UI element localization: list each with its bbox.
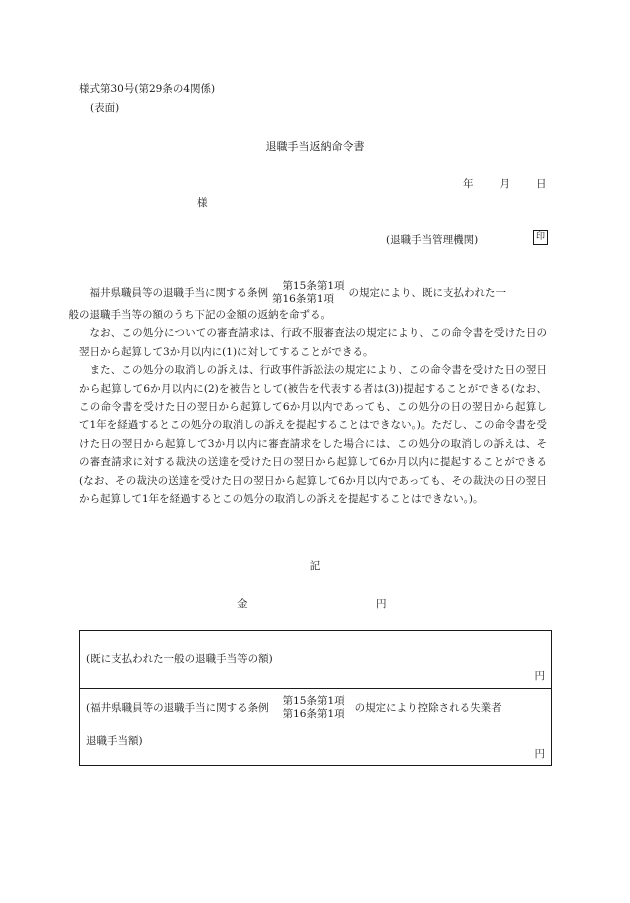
table-row: [80, 689, 551, 765]
addressee-suffix: 様: [197, 197, 208, 209]
article-15: 第15条第1項: [282, 280, 345, 292]
date-line: [463, 176, 547, 191]
order-text-rest: 般の退職手当等の額のうち下記の金額の返納を命ずる。: [68, 309, 331, 321]
seal-mark: 印: [533, 230, 548, 245]
row2-article-15: 第15条第1項: [282, 695, 345, 707]
date-year: 年: [463, 178, 474, 190]
row2-article-16: 第16条第1項: [282, 708, 345, 720]
ki-heading: 記: [309, 560, 321, 572]
face-label: (表面): [90, 102, 120, 114]
body-text: [68, 280, 547, 508]
order-text-before: 福井県職員等の退職手当に関する条例: [89, 287, 268, 299]
row2-article-stack: [283, 695, 345, 721]
amount-table: [79, 630, 552, 766]
row2-label: [86, 695, 502, 721]
row2-unit: 円: [534, 748, 545, 760]
row1-label: (既に支払われた一般の退職手当等の額): [86, 653, 273, 665]
row2-after: の規定により控除される失業者: [354, 702, 502, 714]
date-day: 日: [536, 178, 547, 190]
paragraph-lawsuit: また、この処分の取消しの訴えは、行政事件訴訟法の規定により、この命令書を受けた日の翌日から起算して6か月以内に(2)を被告として(被告を代表する者は(3))提起することができる(なお、この命令書を受けた日の翌日から起算して6か月以内であっても、この処分の日の翌日から起算して1年を経過するとこの処分の取消しの訴えを提起することはできない。)。ただし、この命令書を受けた日の翌日から起算して3か月以内に審査請求をした場合には、この処分の取消しの訴えは、その審査請求に対する裁決の送達を受けた日の翌日から起算して6か月以内に提起することができる(なお、その裁決の送達を受けた日の翌日から起算して6か月以内であっても、その裁決の日の翌日から起算して1年を経過するとこの処分の取消しの訴えを提起することはできない。)。: [79, 364, 547, 506]
row2-before: (福井県職員等の退職手当に関する条例: [86, 702, 269, 714]
document-title: 退職手当返納命令書: [265, 140, 365, 153]
issuer-label: (退職手当管理機関): [386, 234, 479, 246]
date-month: 月: [499, 178, 510, 190]
table-row: [80, 631, 551, 689]
row2-line2: 退職手当額): [86, 735, 143, 747]
amount-kin: 金: [237, 598, 248, 610]
paragraph-order: [68, 280, 547, 324]
article-stack: [272, 280, 345, 306]
paragraph-appeal: なお、この処分についての審査請求は、行政不服審査法の規定により、この命令書を受けた日の翌日から起算して3か月以内に(1)に対してすることができる。: [79, 327, 547, 358]
article-16: 第16条第1項: [272, 293, 335, 305]
form-number: 様式第30号(第29条の4関係): [79, 83, 216, 95]
row1-unit: 円: [534, 670, 545, 682]
amount-en: 円: [376, 598, 387, 610]
order-text-after: の規定により、既に支払われた一: [348, 287, 507, 299]
